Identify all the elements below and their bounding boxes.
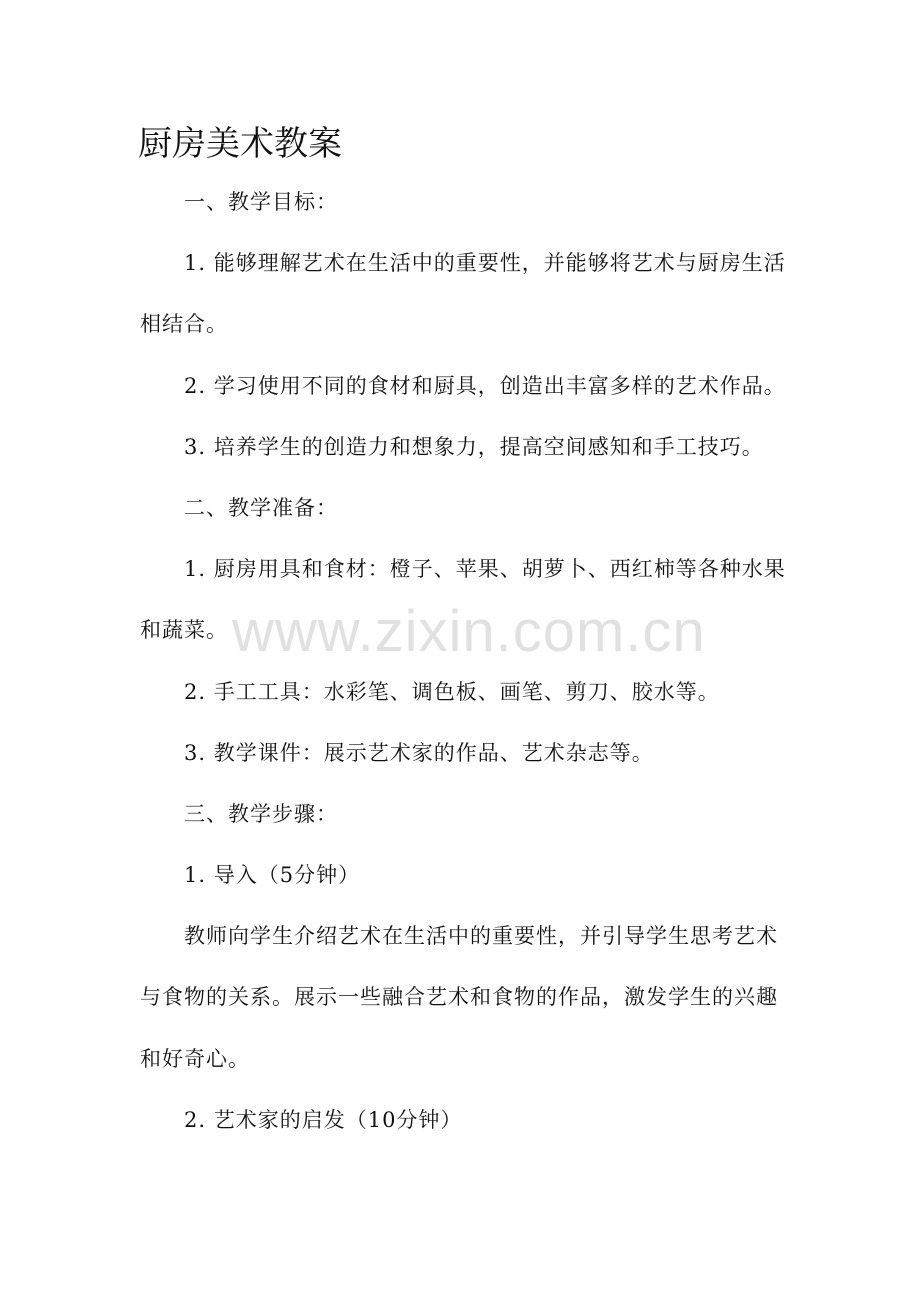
text-line: 2. 学习使用不同的食材和厨具，创造出丰富多样的艺术作品。 bbox=[184, 373, 786, 398]
text-line: 与食物的关系。展示一些融合艺术和食物的作品，激发学生的兴趣 bbox=[140, 985, 778, 1010]
text-line: 和好奇心。 bbox=[140, 1046, 250, 1071]
text-line: 三、教学步骤： bbox=[184, 801, 338, 826]
text-line: 二、教学准备： bbox=[184, 495, 338, 520]
text-line: 相结合。 bbox=[140, 312, 228, 337]
document-title: 厨房美术教案 bbox=[138, 124, 342, 164]
document-body bbox=[140, 172, 786, 1151]
text-line: 1. 能够理解艺术在生活中的重要性，并能够将艺术与厨房生活 bbox=[184, 251, 786, 276]
watermark: www.zixin.com.cn bbox=[232, 599, 706, 664]
text-line: 一、教学目标： bbox=[184, 190, 338, 214]
text-line: 1. 厨房用具和食材：橙子、苹果、胡萝卜、西红柿等各种水果 bbox=[184, 557, 786, 582]
text-line: 教师向学生介绍艺术在生活中的重要性，并引导学生思考艺术 bbox=[184, 924, 778, 949]
text-line: 2. 手工工具：水彩笔、调色板、画笔、剪刀、胶水等。 bbox=[184, 679, 720, 704]
text-line: 2. 艺术家的启发（10分钟） bbox=[184, 1107, 463, 1132]
text-line: 3. 培养学生的创造力和想象力，提高空间感知和手工技巧。 bbox=[184, 434, 764, 459]
text-line: 和蔬菜。 bbox=[140, 618, 228, 643]
text-line: 3. 教学课件：展示艺术家的作品、艺术杂志等。 bbox=[184, 740, 654, 765]
text-line: 1. 导入（5分钟） bbox=[184, 863, 361, 888]
